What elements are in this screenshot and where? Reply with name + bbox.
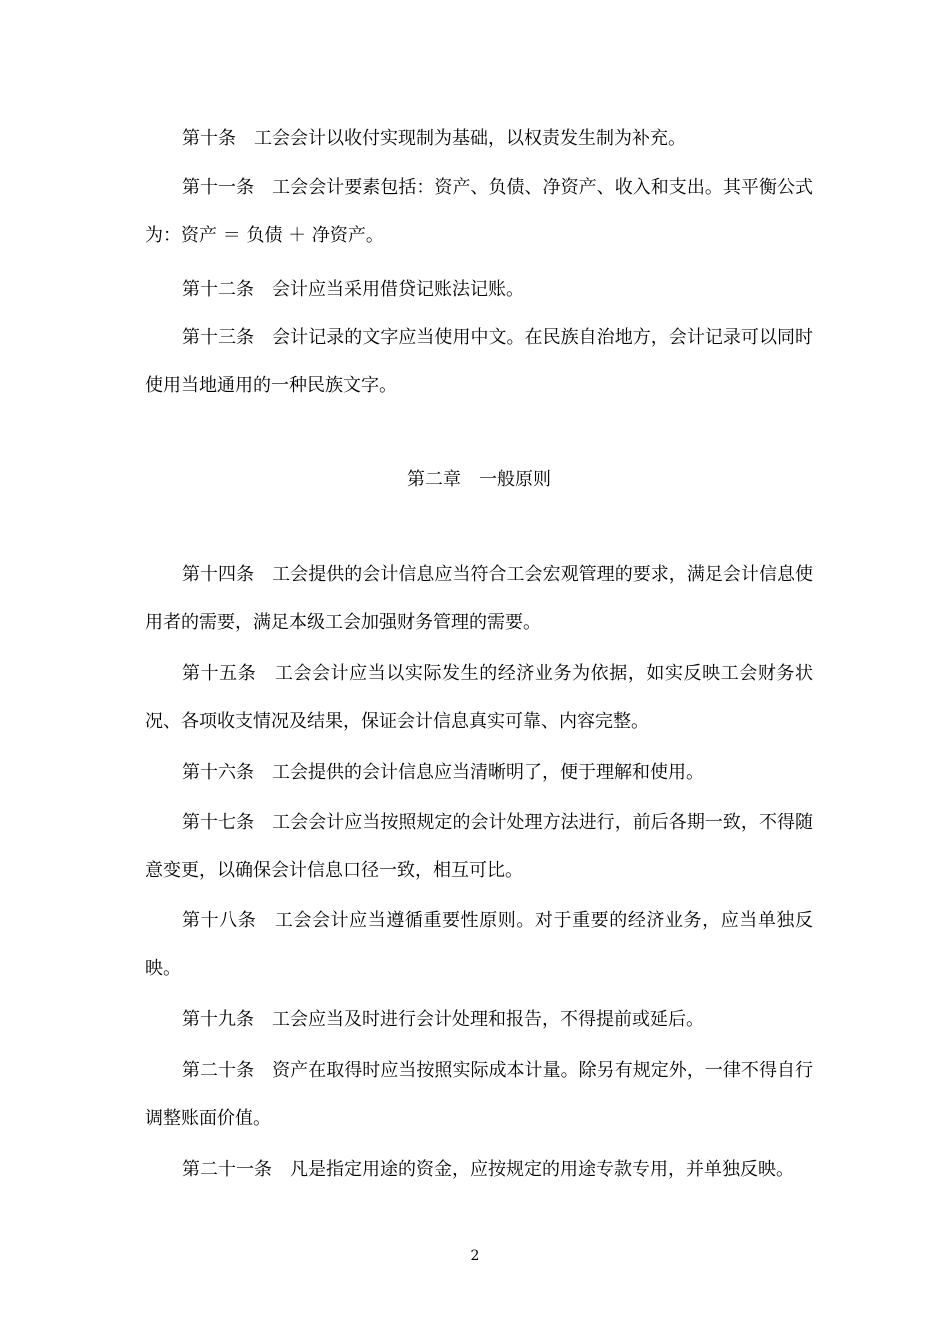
article-21: 第二十一条 凡是指定用途的资金，应按规定的用途专款专用，并单独反映。: [182, 1159, 794, 1180]
article-15: 第十五条 工会会计应当以实际发生的经济业务为依据，如实反映工会财务状况、各项收支情况及结果，保证会计信息真实可靠、内容完整。: [145, 663, 813, 732]
article-11: 第十一条 工会会计要素包括：资产、负债、净资产、收入和支出。其平衡公式为：资产 ＝ 负债 ＋ 净资产。: [145, 177, 813, 246]
chapter-title: 第二章 一般原则: [407, 469, 551, 490]
article-12: 第十二条 会计应当采用借贷记账法记账。: [182, 279, 524, 300]
article-14: 第十四条 工会提供的会计信息应当符合工会宏观管理的要求，满足会计信息使用者的需要，满足本级工会加强财务管理的需要。: [145, 564, 813, 633]
article-13: 第十三条 会计记录的文字应当使用中文。在民族自治地方，会计记录可以同时使用当地通用的一种民族文字。: [145, 327, 813, 396]
article-16: 第十六条 工会提供的会计信息应当清晰明了，便于理解和使用。: [182, 762, 704, 783]
article-18: 第十八条 工会会计应当遵循重要性原则。对于重要的经济业务，应当单独反映。: [145, 910, 813, 979]
article-10: 第十条 工会会计以收付实现制为基础，以权责发生制为补充。: [182, 128, 686, 149]
page-number: 2: [470, 1248, 480, 1264]
article-19: 第十九条 工会应当及时进行会计处理和报告，不得提前或延后。: [182, 1009, 704, 1030]
article-20: 第二十条 资产在取得时应当按照实际成本计量。除另有规定外，一律不得自行调整账面价值。: [145, 1060, 813, 1129]
article-17: 第十七条 工会会计应当按照规定的会计处理方法进行，前后各期一致，不得随意变更，以确保会计信息口径一致，相互可比。: [145, 812, 813, 881]
